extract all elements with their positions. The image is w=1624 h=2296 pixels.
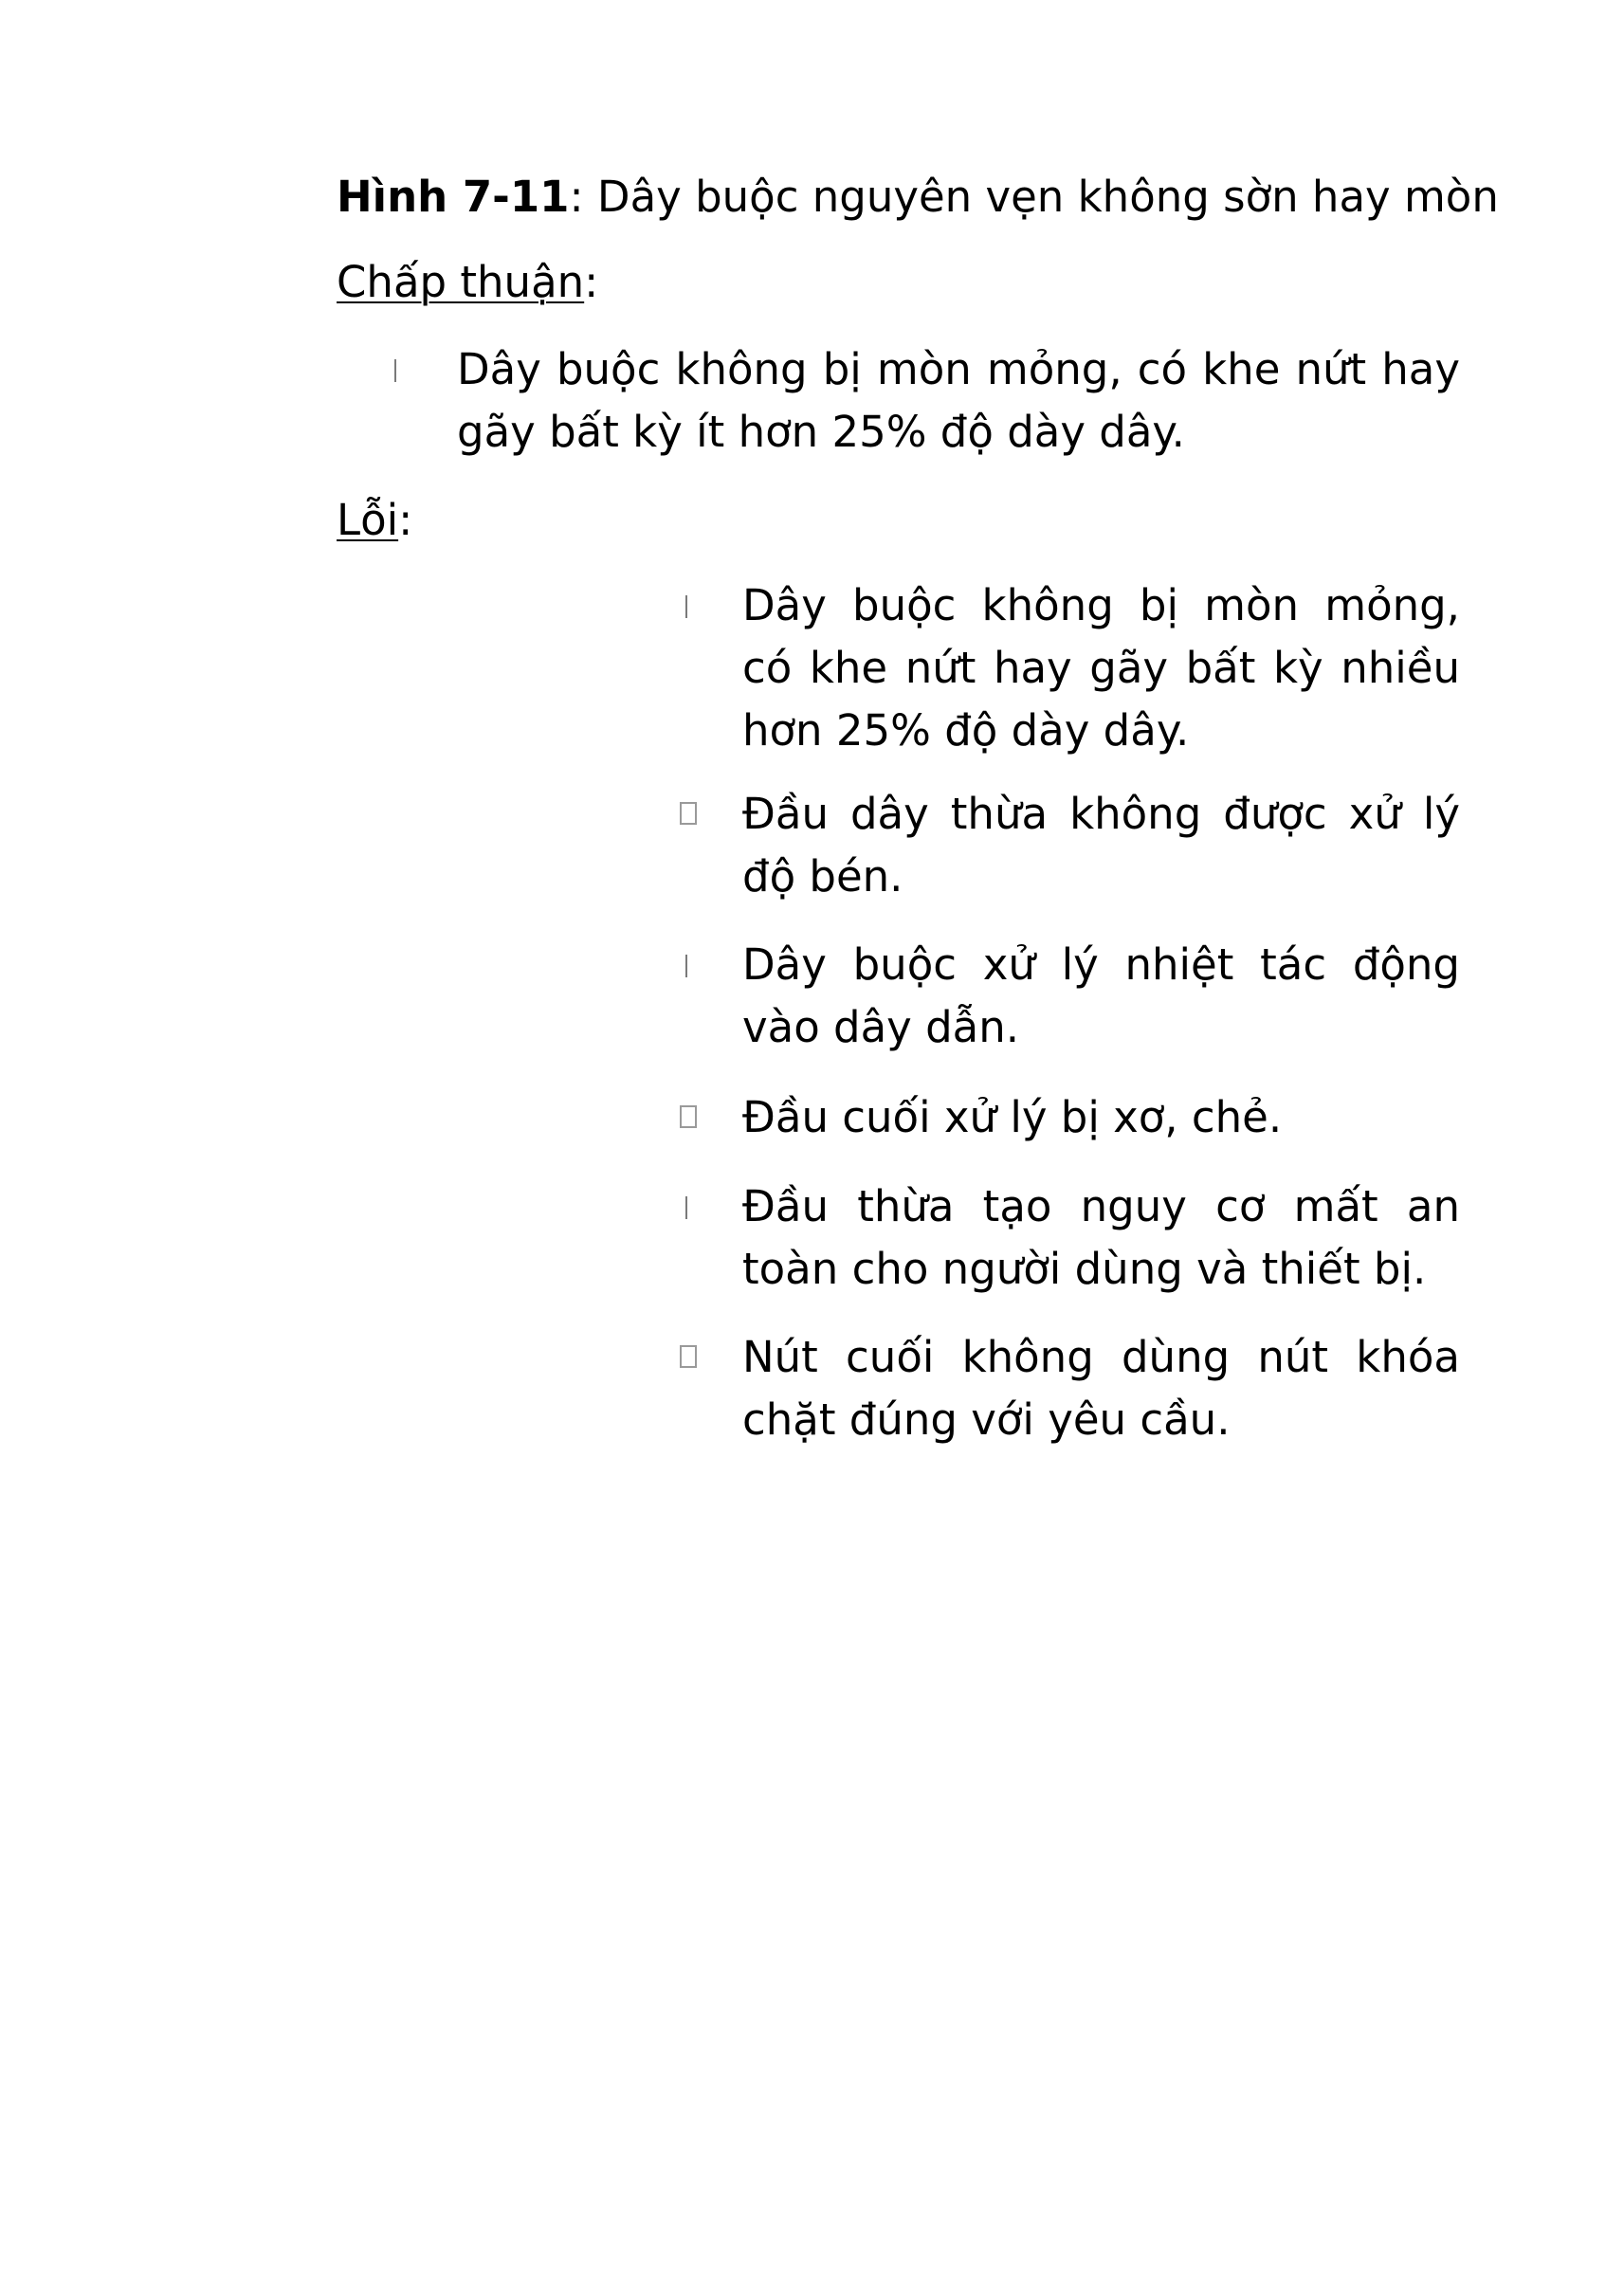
- fault-heading-colon: :: [398, 495, 413, 545]
- fault-item-text: Đầu thừa tạo nguy cơ mất an toàn cho người dùng và thiết bị.: [742, 1181, 1460, 1294]
- fault-item-text: Dây buộc không bị mòn mỏng, có khe nứt hay gãy bất kỳ nhiều hơn 25% độ dày dây.: [742, 580, 1460, 756]
- accept-item-text: Dây buộc không bị mòn mỏng, có khe nứt hay gãy bất kỳ ít hơn 25% độ dày dây.: [457, 344, 1460, 457]
- fault-item-text: Dây buộc xử lý nhiệt tác động vào dây dẫn.: [742, 939, 1460, 1052]
- accept-heading-label: Chấp thuận: [337, 257, 585, 307]
- figure-caption-text: Dây buộc nguyên vẹn không sờn hay mòn: [583, 172, 1499, 222]
- accept-heading-colon: :: [584, 257, 599, 307]
- bullet-box-icon: [678, 1326, 735, 1389]
- bullet-bar-icon: [387, 338, 444, 401]
- figure-caption: [337, 166, 1499, 228]
- fault-heading-label: Lỗi: [337, 495, 399, 545]
- fault-item-text: Nút cuối không dùng nút khóa chặt đúng với yêu cầu.: [742, 1332, 1460, 1445]
- bullet-bar-icon: [678, 1175, 735, 1238]
- bullet-bar-icon: [678, 574, 735, 637]
- figure-separator: :: [569, 172, 584, 222]
- accept-heading: [337, 251, 598, 314]
- bullet-bar-icon: [678, 934, 735, 996]
- figure-label: Hình 7-11: [337, 172, 570, 222]
- bullet-box-icon: [678, 783, 735, 846]
- fault-item-text: Đầu dây thừa không được xử lý độ bén.: [742, 789, 1460, 902]
- bullet-box-icon: [678, 1086, 735, 1149]
- fault-heading: [337, 489, 412, 552]
- fault-item-text: Đầu cuối xử lý bị xơ, chẻ.: [742, 1092, 1283, 1142]
